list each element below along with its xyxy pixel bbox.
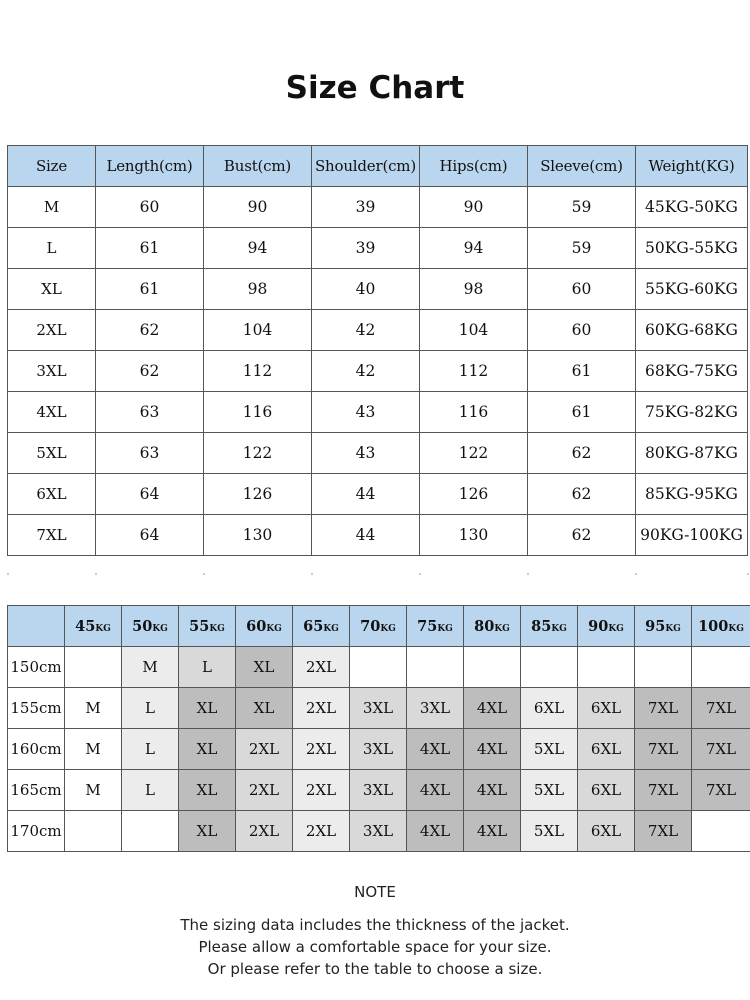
size-label-cell: 6XL — [8, 474, 96, 515]
table-cell: 62 — [96, 351, 204, 392]
size-recommendation-cell — [65, 811, 122, 852]
weight-unit: KG — [437, 623, 453, 634]
table-row — [8, 688, 750, 729]
size-recommendation-cell: 4XL — [407, 811, 464, 852]
column-header: Sleeve(cm) — [528, 146, 636, 187]
size-recommendation-cell: 6XL — [578, 729, 635, 770]
size-recommendation-cell: 4XL — [464, 811, 521, 852]
note-title: NOTE — [354, 883, 396, 901]
weight-value: 75 — [417, 617, 438, 635]
table-cell: 45KG-50KG — [636, 187, 748, 228]
size-recommendation-cell — [692, 647, 750, 688]
height-label-cell: 150cm — [8, 647, 65, 688]
size-recommendation-cell: 4XL — [407, 729, 464, 770]
table-row — [8, 433, 748, 474]
table-cell: 39 — [312, 187, 420, 228]
weight-value: 50 — [132, 617, 153, 635]
size-recommendation-cell: 5XL — [521, 729, 578, 770]
size-recommendation-cell: 4XL — [464, 770, 521, 811]
weight-value: 95 — [645, 617, 666, 635]
weight-value: 70 — [360, 617, 381, 635]
weight-header — [692, 606, 750, 647]
table-cell: 116 — [204, 392, 312, 433]
size-recommendation-cell: 2XL — [236, 729, 293, 770]
table-cell: 98 — [204, 269, 312, 310]
column-header: Weight(KG) — [636, 146, 748, 187]
height-label-cell: 165cm — [8, 770, 65, 811]
size-recommendation-cell — [578, 647, 635, 688]
table-row — [8, 310, 748, 351]
table-cell: 64 — [96, 474, 204, 515]
column-header: Hips(cm) — [420, 146, 528, 187]
note-line: Or please refer to the table to choose a size. — [207, 960, 543, 978]
table-cell: 90KG-100KG — [636, 515, 748, 556]
size-label-cell: 7XL — [8, 515, 96, 556]
weight-value: 90 — [588, 617, 609, 635]
table-row — [8, 811, 750, 852]
size-recommendation-cell: 2XL — [293, 811, 350, 852]
weight-header — [521, 606, 578, 647]
table-row — [8, 392, 748, 433]
size-recommendation-cell: 3XL — [350, 688, 407, 729]
size-recommendation-cell: XL — [179, 688, 236, 729]
table-cell: 43 — [312, 433, 420, 474]
weight-header — [464, 606, 521, 647]
table-cell: 62 — [96, 310, 204, 351]
table-row — [8, 647, 750, 688]
weight-unit: KG — [551, 623, 567, 634]
size-recommendation-cell: 2XL — [293, 729, 350, 770]
size-recommendation-cell: 2XL — [293, 688, 350, 729]
size-recommendation-cell — [521, 647, 578, 688]
height-label-cell: 170cm — [8, 811, 65, 852]
table-cell: 61 — [528, 351, 636, 392]
size-recommendation-cell — [464, 647, 521, 688]
table-cell: 61 — [96, 228, 204, 269]
size-recommendation-cell: 3XL — [407, 688, 464, 729]
table-cell: 62 — [528, 515, 636, 556]
table-header-row — [8, 146, 748, 187]
table-cell: 130 — [420, 515, 528, 556]
size-recommendation-cell: L — [122, 770, 179, 811]
table-cell: 112 — [204, 351, 312, 392]
size-recommendation-cell: 2XL — [236, 770, 293, 811]
weight-unit: KG — [728, 623, 744, 634]
size-recommendation-cell: L — [179, 647, 236, 688]
size-recommendation-cell: 3XL — [350, 811, 407, 852]
page-title: Size Chart — [285, 70, 465, 106]
table-cell: 122 — [204, 433, 312, 474]
size-chart-table — [7, 145, 748, 556]
table-cell: 85KG-95KG — [636, 474, 748, 515]
table-cell: 60KG-68KG — [636, 310, 748, 351]
size-recommendation-cell — [122, 811, 179, 852]
table-cell: 80KG-87KG — [636, 433, 748, 474]
weight-header — [65, 606, 122, 647]
weight-unit: KG — [152, 623, 168, 634]
table-cell: 39 — [312, 228, 420, 269]
size-recommendation-cell: M — [65, 688, 122, 729]
weight-header — [236, 606, 293, 647]
column-header: Size — [8, 146, 96, 187]
weight-header-row — [8, 606, 750, 647]
table-row — [8, 729, 750, 770]
size-label-cell: 3XL — [8, 351, 96, 392]
note-line: The sizing data includes the thickness of the jacket. — [180, 916, 570, 934]
note-line: Please allow a comfortable space for your size. — [198, 938, 552, 956]
table-cell: 55KG-60KG — [636, 269, 748, 310]
height-label-cell: 155cm — [8, 688, 65, 729]
table-cell: 94 — [420, 228, 528, 269]
table-cell: 63 — [96, 433, 204, 474]
weight-unit: KG — [665, 623, 681, 634]
corner-cell — [8, 606, 65, 647]
table-cell: 40 — [312, 269, 420, 310]
size-label-cell: L — [8, 228, 96, 269]
size-recommendation-cell — [692, 811, 750, 852]
table-cell: 75KG-82KG — [636, 392, 748, 433]
weight-unit: KG — [209, 623, 225, 634]
size-recommendation-cell: 2XL — [293, 647, 350, 688]
size-recommendation-cell: XL — [179, 729, 236, 770]
table-cell: 50KG-55KG — [636, 228, 748, 269]
table-cell: 62 — [528, 433, 636, 474]
size-recommendation-cell — [407, 647, 464, 688]
size-recommendation-cell: 7XL — [692, 770, 750, 811]
size-recommendation-cell: 2XL — [236, 811, 293, 852]
table-cell: 98 — [420, 269, 528, 310]
table-cell: 116 — [420, 392, 528, 433]
size-recommendation-cell: 3XL — [350, 770, 407, 811]
size-recommendation-cell: 7XL — [635, 688, 692, 729]
weight-header — [350, 606, 407, 647]
table-cell: 59 — [528, 228, 636, 269]
weight-header — [179, 606, 236, 647]
table-cell: 60 — [528, 269, 636, 310]
table-row — [8, 770, 750, 811]
size-recommendation-cell: XL — [179, 811, 236, 852]
weight-header — [122, 606, 179, 647]
column-header: Length(cm) — [96, 146, 204, 187]
weight-unit: KG — [380, 623, 396, 634]
size-recommendation-cell: 6XL — [578, 770, 635, 811]
weight-header — [578, 606, 635, 647]
size-recommendation-cell: 7XL — [635, 770, 692, 811]
size-label-cell: 5XL — [8, 433, 96, 474]
weight-header — [635, 606, 692, 647]
size-recommendation-cell: 6XL — [578, 811, 635, 852]
size-recommendation-cell: 4XL — [464, 729, 521, 770]
table-cell: 104 — [420, 310, 528, 351]
table-cell: 44 — [312, 515, 420, 556]
size-recommendation-cell: 6XL — [578, 688, 635, 729]
table-cell: 61 — [528, 392, 636, 433]
size-recommendation-cell: 4XL — [464, 688, 521, 729]
table-cell: 104 — [204, 310, 312, 351]
size-label-cell: 2XL — [8, 310, 96, 351]
size-recommendation-table — [7, 605, 750, 852]
weight-unit: KG — [494, 623, 510, 634]
table-cell: 59 — [528, 187, 636, 228]
size-label-cell: M — [8, 187, 96, 228]
size-recommendation-cell: XL — [179, 770, 236, 811]
table-cell: 64 — [96, 515, 204, 556]
weight-value: 45 — [75, 617, 96, 635]
table-cell: 126 — [420, 474, 528, 515]
size-recommendation-cell: M — [65, 729, 122, 770]
size-recommendation-cell: M — [122, 647, 179, 688]
size-label-cell: 4XL — [8, 392, 96, 433]
table-cell: 60 — [528, 310, 636, 351]
table-cell: 126 — [204, 474, 312, 515]
divider-dots — [7, 573, 750, 579]
weight-header — [407, 606, 464, 647]
weight-header — [293, 606, 350, 647]
weight-value: 60 — [246, 617, 267, 635]
size-recommendation-cell: 5XL — [521, 770, 578, 811]
size-recommendation-cell: 6XL — [521, 688, 578, 729]
size-recommendation-cell: XL — [236, 688, 293, 729]
size-recommendation-cell: XL — [236, 647, 293, 688]
table-cell: 90 — [204, 187, 312, 228]
weight-value: 100 — [698, 617, 729, 635]
size-recommendation-cell: 3XL — [350, 729, 407, 770]
size-recommendation-cell: M — [65, 770, 122, 811]
table-cell: 130 — [204, 515, 312, 556]
size-recommendation-cell: 2XL — [293, 770, 350, 811]
table-cell: 42 — [312, 351, 420, 392]
size-label-cell: XL — [8, 269, 96, 310]
size-recommendation-cell — [635, 647, 692, 688]
table-row — [8, 187, 748, 228]
table-cell: 43 — [312, 392, 420, 433]
size-recommendation-cell: 7XL — [635, 729, 692, 770]
table-row — [8, 228, 748, 269]
column-header: Bust(cm) — [204, 146, 312, 187]
table-row — [8, 269, 748, 310]
table-cell: 94 — [204, 228, 312, 269]
table-cell: 122 — [420, 433, 528, 474]
weight-value: 55 — [189, 617, 210, 635]
table-cell: 63 — [96, 392, 204, 433]
size-recommendation-cell: L — [122, 688, 179, 729]
size-recommendation-cell: 5XL — [521, 811, 578, 852]
column-header: Shoulder(cm) — [312, 146, 420, 187]
size-recommendation-cell: 7XL — [635, 811, 692, 852]
weight-value: 80 — [474, 617, 495, 635]
table-cell: 62 — [528, 474, 636, 515]
size-recommendation-cell — [350, 647, 407, 688]
size-recommendation-cell: 7XL — [692, 688, 750, 729]
table-cell: 42 — [312, 310, 420, 351]
table-cell: 68KG-75KG — [636, 351, 748, 392]
height-label-cell: 160cm — [8, 729, 65, 770]
weight-unit: KG — [323, 623, 339, 634]
table-cell: 112 — [420, 351, 528, 392]
table-row — [8, 515, 748, 556]
table-cell: 90 — [420, 187, 528, 228]
table-cell: 44 — [312, 474, 420, 515]
weight-value: 65 — [303, 617, 324, 635]
table-cell: 61 — [96, 269, 204, 310]
weight-unit: KG — [608, 623, 624, 634]
size-recommendation-cell: 7XL — [692, 729, 750, 770]
size-recommendation-cell: L — [122, 729, 179, 770]
weight-unit: KG — [266, 623, 282, 634]
table-cell: 60 — [96, 187, 204, 228]
size-recommendation-cell: 4XL — [407, 770, 464, 811]
weight-value: 85 — [531, 617, 552, 635]
table-row — [8, 351, 748, 392]
size-recommendation-cell — [65, 647, 122, 688]
table-row — [8, 474, 748, 515]
weight-unit: KG — [95, 623, 111, 634]
